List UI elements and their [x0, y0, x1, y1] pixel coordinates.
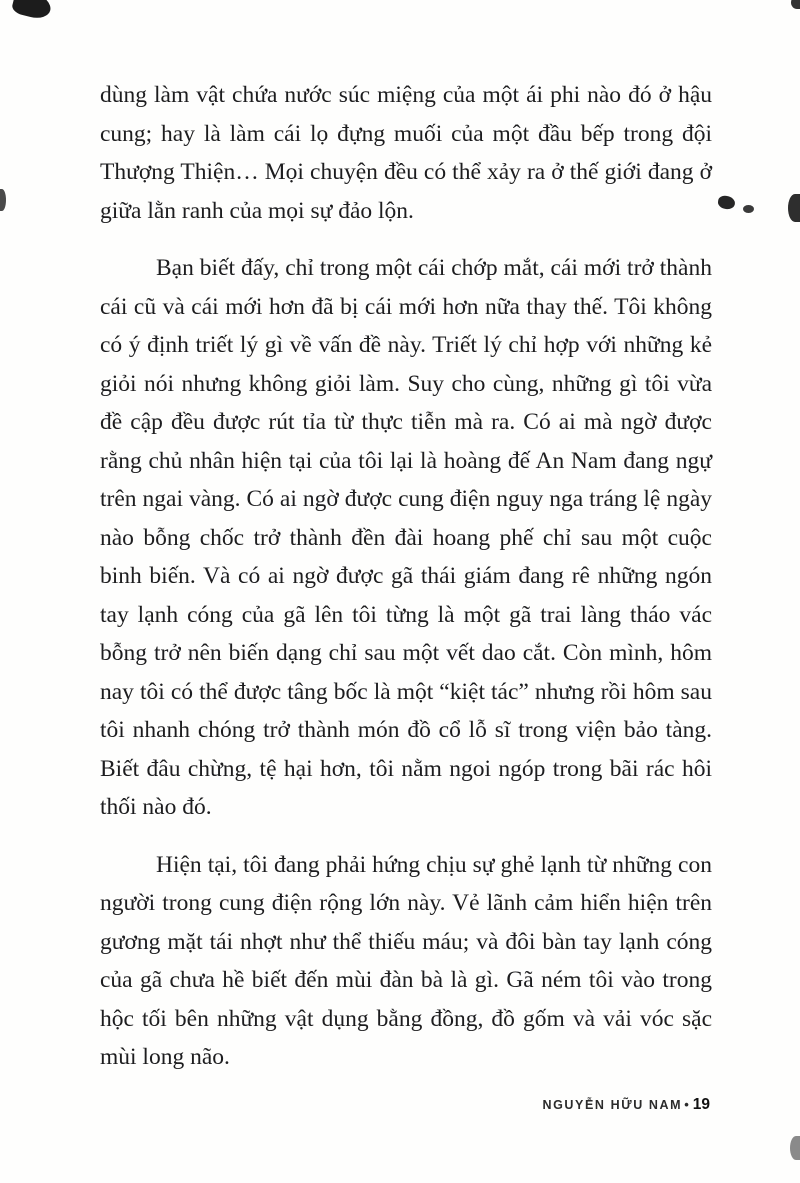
scan-artifact: [0, 189, 6, 211]
scan-artifact: [791, 0, 800, 9]
footer-separator: •: [684, 1097, 689, 1112]
footer-author: NGUYỄN HỮU NAM: [542, 1098, 683, 1112]
body-paragraph: Bạn biết đấy, chỉ trong một cái chớp mắt, cái mới trở thành cái cũ và cái mới hơn đã bị cái mới hơn nữa thay thế. Tôi không có ý định triết lý gì về vấn đề này. Triết lý chỉ hợp với những kẻ giỏi nói nhưng không giỏi làm. Suy cho cùng, những gì tôi vừa đề cập đều được rút tỉa từ thực tiễn mà ra. Có ai mà ngờ được rằng chủ nhân hiện tại của tôi lại là hoàng đế An Nam đang ngự trên ngai vàng. Có ai ngờ được cung điện nguy nga tráng lệ ngày nào bỗng chốc trở thành đền đài hoang phế chỉ sau một cuộc binh biến. Và có ai ngờ được gã thái giám đang rê những ngón tay lạnh cóng của gã lên tôi từng là một gã trai làng tháo vác bỗng trở nên biến dạng chỉ sau một vết dao cắt. Còn mình, hôm nay tôi có thể được tâng bốc là một “kiệt tác” nhưng rồi hôm sau tôi nhanh chóng trở thành món đồ cổ lỗ sĩ trong viện bảo tàng. Biết đâu chừng, tệ hại hơn, tôi nằm ngoi ngóp trong bãi rác hôi thối nào đó.: [100, 255, 712, 820]
body-paragraph: dùng làm vật chứa nước súc miệng của một ái phi nào đó ở hậu cung; hay là làm cái lọ đựng muối của một đầu bếp trong đội Thượng Thiện… Mọi chuyện đều có thể xảy ra ở thế giới đang ở giữa lằn ranh của mọi sự đảo lộn.: [100, 82, 712, 224]
scan-artifact: [717, 195, 736, 210]
footer-page-number: 19: [692, 1096, 710, 1113]
page-footer: [542, 1096, 710, 1114]
scan-artifact: [790, 1136, 800, 1160]
scan-artifact: [788, 194, 800, 222]
body-paragraph: Hiện tại, tôi đang phải hứng chịu sự ghẻ lạnh từ những con người trong cung điện rộng lớn này. Vẻ lãnh cảm hiển hiện trên gương mặt tái nhợt như thể thiếu máu; và đôi bàn tay lạnh cóng của gã chưa hề biết đến mùi đàn bà là gì. Gã ném tôi vào trong hộc tối bên những vật dụng bằng đồng, đồ gốm và vải vóc sặc mùi long não.: [100, 851, 712, 1070]
page-text: [100, 76, 712, 1096]
scan-artifact: [743, 205, 754, 213]
